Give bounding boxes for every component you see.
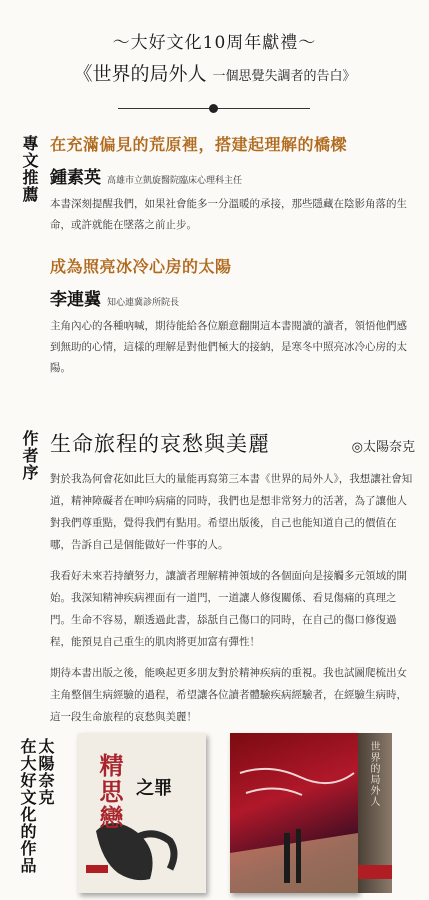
recommender-role: 知心連冀診所院長 (107, 298, 180, 308)
works-label-col1: 太陽奈克 (36, 738, 55, 806)
book-cover-1-title: 精思戀 (95, 753, 124, 831)
recommendation-section (50, 132, 410, 379)
preface-section (50, 428, 415, 737)
preface-paragraph: 期待本書出版之後，能喚起更多朋友對於精神疾病的重視。我也試圖爬梳出女主角整個生病經驗的過程，希望讓各位讀者體驗疾病經驗者，在經驗生病時，這一段生命旅程的哀愁與美麗！ (50, 667, 407, 723)
recommender (50, 163, 410, 188)
preface-heading (50, 428, 415, 458)
book-cover-2-spine-title: 世界的局外人 (368, 741, 379, 807)
recommendation-text: 本書深刻提醒我們，如果社會能多一分溫暖的承接，那些隱藏在陰影角落的生命，或許就能在墜落之前止步。 (50, 198, 407, 231)
anniversary-banner: ～大好文化10周年獻禮～ (112, 33, 317, 53)
books-showcase (68, 725, 408, 885)
preface-paragraph: 我看好未來若持續努力，讓讀者理解精神領域的各個面向是接觸多元領域的開始。我深知精神疾病裡面有一道門，一道讓人修復關係、看見傷痛的真理之門。生命不容易，願透過此書，舔舐自己傷口的同時，在自己的傷口修復過程，能預見自己重生的肌肉將更加富有彈性！ (50, 570, 407, 648)
recommender-name: 鍾素英 (50, 168, 101, 188)
recommendation-title: 在充滿偏見的荒原裡，搭建起理解的橋樑 (50, 135, 348, 154)
recommender-role: 高雄市立凱旋醫院臨床心理科主任 (107, 176, 243, 186)
recommendation-item (50, 132, 410, 236)
works-label-col2: 在大好文化的作品 (18, 738, 37, 874)
book-cover-2 (230, 733, 358, 893)
recommender (50, 285, 410, 310)
preface-title: 生命旅程的哀愁與美麗 (50, 432, 270, 456)
book-title-sub: 一個思覺失調者的告白》 (212, 69, 356, 84)
preface-author: ◎太陽奈克 (351, 440, 415, 455)
preface-paragraph: 對於我為何會花如此巨大的量能再寫第三本書《世界的局外人》，我想讓社會知道，精神障礙者在呻吟病痛的同時，我們也是想非常努力的活著，為了讓他人對我們尊重點，覺得我們有點用。希望出版後，自己也能知道自己的價值在哪，告訴自己是個能做好一件事的人。 (50, 473, 413, 551)
book-title (0, 59, 429, 86)
recommendation-label: 專文推薦 (20, 135, 39, 203)
divider-dot-icon (209, 104, 218, 113)
book-cover-1 (78, 733, 206, 893)
recommendation-title: 成為照亮冰冷心房的太陽 (50, 257, 232, 276)
book-title-main: 《世界的局外人 (73, 63, 207, 85)
book-cover-2-art-icon (230, 733, 358, 893)
header-divider (118, 108, 310, 109)
recommendation-text: 主角內心的各種吶喊，期待能給各位願意翻開這本書閱讀的讀者，領悟他們感到無助的心情，這樣的理解是對他們極大的接納，是寒冬中照亮冰冷心房的太陽。 (50, 320, 407, 374)
recommendation-item (50, 254, 410, 379)
spine-badge-icon (358, 865, 392, 879)
book-cover-1-subtitle: 之罪 (136, 778, 172, 799)
page-header (0, 28, 429, 86)
preface-label: 作者序 (20, 430, 39, 481)
recommender-name: 李連冀 (50, 290, 101, 310)
book-cover-2-spine (358, 733, 392, 893)
